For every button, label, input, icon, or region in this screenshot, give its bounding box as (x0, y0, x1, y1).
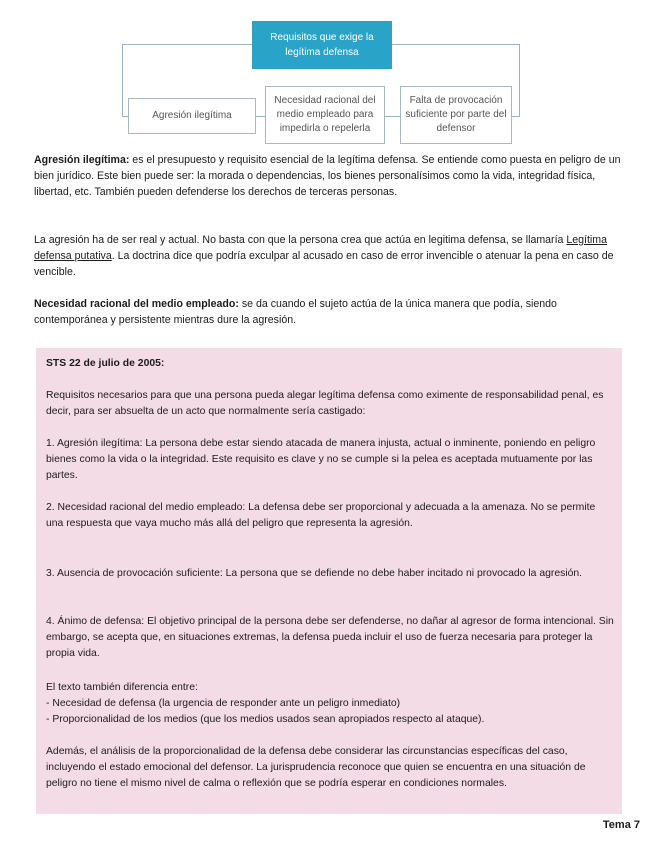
paragraph-text: La agresión ha de ser real y actual. No basta con que la persona crea que actúa en legitima defensa, se llamaría (34, 234, 567, 246)
sts-title: STS 22 de julio de 2005: (46, 358, 165, 369)
sts-diff-2: - Proporcionalidad de los medios (que los medios usados sean apropiados respecto al ataque). (46, 714, 485, 725)
connector-line (385, 116, 400, 117)
connector-line (512, 116, 520, 117)
requirements-diagram (0, 0, 656, 150)
term-necesidad: Necesidad racional del medio empleado: (34, 298, 239, 310)
paragraph-text: . La doctrina dice que podría exculpar al acusado en caso de error invencible o atenuar la pena en caso de vencible. (34, 250, 614, 278)
paragraph-real-actual (34, 232, 624, 280)
diagram-box-provocacion: Falta de provocación suficiente por parte del defensor (400, 86, 512, 144)
sts-diff-1: - Necesidad de defensa (la urgencia de responder ante un peligro inmediato) (46, 698, 401, 709)
sts-item-2: 2. Necesidad racional del medio empleado: La defensa debe ser proporcional y adecuada a la amenaza. No se permite una respuesta que vaya mucho más allá del peligro que representa la agresión. (46, 502, 596, 529)
diagram-title-box: Requisitos que exige la legítima defensa (252, 21, 392, 69)
sts-closing: Además, el análisis de la proporcionalidad de la defensa debe considerar las circunstancias específicas del caso, incluyendo el estado emocional del defensor. La jurisprudencia reconoce que quien se encuentra en una situación de peligro no tiene el mismo nivel de calma o reflexión que se podría esperar en condiciones normales. (46, 746, 586, 789)
paragraph-necesidad (34, 296, 624, 328)
sts-item-3: 3. Ausencia de provocación suficiente: La persona que se defiende no debe haber incitado ni provocado la agresión. (46, 568, 583, 579)
term-agresion: Agresión ilegítima: (34, 154, 130, 166)
sts-diff-title: El texto también diferencia entre: (46, 682, 198, 693)
sts-item-4: 4. Ánimo de defensa: El objetivo principal de la persona debe ser defenderse, no dañar al agresor de forma intencional. Sin embargo, se acepta que, en situaciones extremas, la defensa pueda incluir el uso de fuerza necesaria para proteger la propia vida. (46, 616, 614, 659)
sts-note-box (36, 348, 622, 814)
connector-line (256, 116, 265, 117)
term-putativa: Legítima defensa putativa (34, 234, 608, 262)
connector-line (122, 44, 252, 45)
diagram-box-agresion: Agresión ilegítima (128, 98, 256, 134)
paragraph-text: es el presupuesto y requisito esencial de la legítima defensa. Se entiende como puesta en peligro de un bien jurídico. Este bien puede ser: la morada o dependencias, los bienes personalísimos como la vida, integridad física, libertad, etc. También pueden defenderse los derechos de terceras personas. (34, 154, 621, 198)
connector-line (392, 44, 520, 45)
sts-item-1: 1. Agresión ilegítima: La persona debe estar siendo atacada de manera injusta, actual o inminente, poniendo en peligro bienes como la vida o la integridad. Este requisito es clave y no se cumple si la pelea es aceptada mutuamente por las partes. (46, 438, 596, 481)
paragraph-text: se da cuando el sujeto actúa de la única manera que podía, siendo contemporánea y persistente mientras dure la agresión. (34, 298, 557, 326)
sts-intro: Requisitos necesarios para que una persona pueda alegar legítima defensa como eximente de responsabilidad penal, es decir, para ser absuelta de un acto que normalmente sería castigado: (46, 390, 604, 417)
connector-line (122, 44, 123, 116)
connector-line (519, 44, 520, 116)
page-footer-topic: Tema 7 (602, 819, 640, 831)
paragraph-agresion (34, 152, 624, 200)
diagram-box-necesidad: Necesidad racional del medio empleado para impedirla o repelerla (265, 86, 385, 144)
